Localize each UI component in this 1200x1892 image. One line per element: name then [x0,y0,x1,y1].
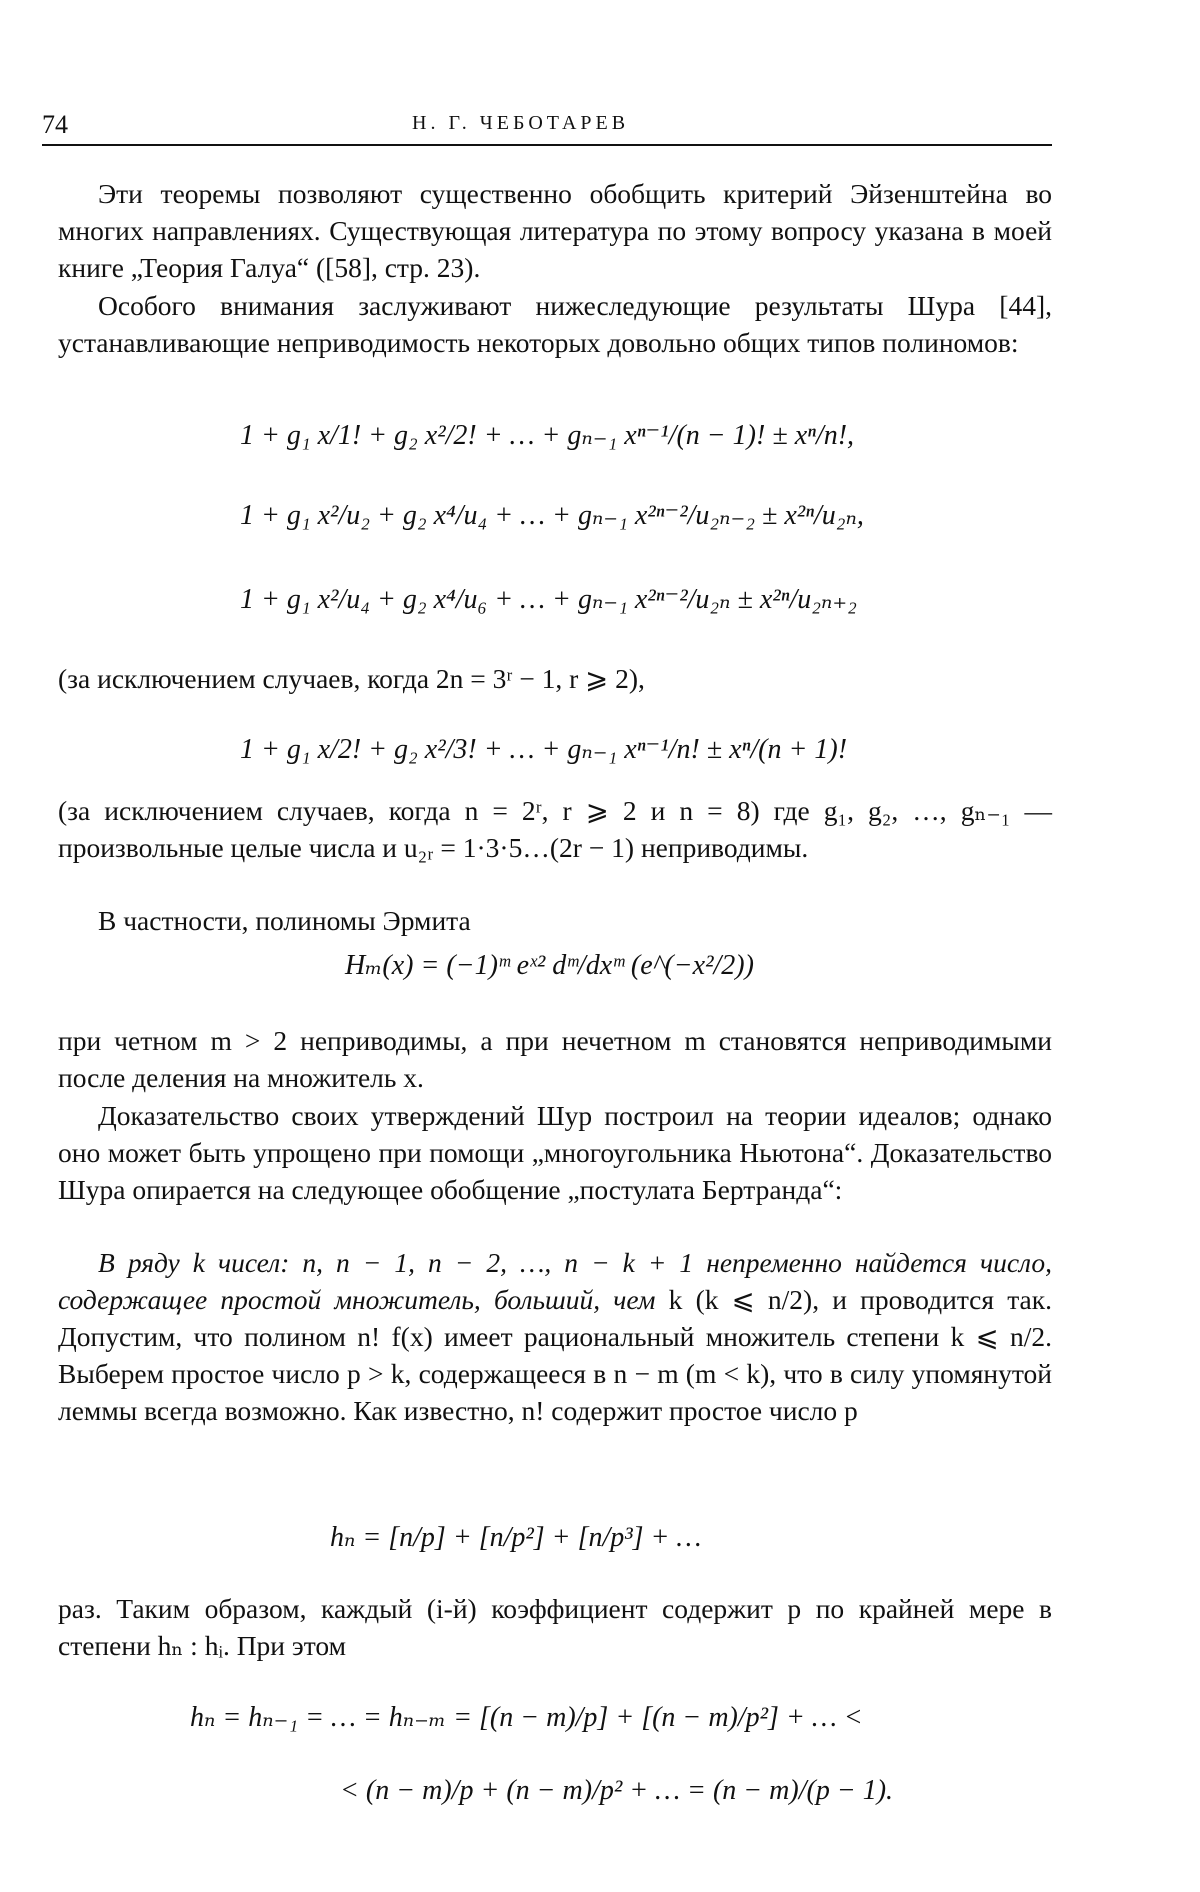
paragraph-1: Эти теоремы позволяют существенно обобщить критерий Эйзенштейна во многих направлениях. Существующая литература по этому вопросу указана в моей книге „Теория Галуа“ ([58], стр. 23). [58,178,1052,283]
paragraph-2: Особого внимания заслуживают нижеследующие результаты Шура [44], устанавливающие неприводимость некоторых довольно общих типов полиномов: [58,290,1052,358]
page-number: 74 [42,110,68,139]
running-head: Н. Г. ЧЕБОТАРЕВ [412,112,630,134]
formula-7: hₙ = hₙ₋₁ = … = hₙ₋ₘ = [(n − m)/p] + [(n − m)/p²] + … < [190,1702,863,1733]
formula-4: 1 + g₁ x/2! + g₂ x²/3! + … + gₙ₋₁ xⁿ⁻¹/n! ± xⁿ/(n + 1)! [240,734,848,765]
formula-8: < (n − m)/p + (n − m)/p² + … = (n − m)/(p − 1). [340,1775,894,1806]
formula-6: hₙ = [n/p] + [n/p²] + [n/p³] + … [330,1522,702,1553]
paragraph-4: (за исключением случаев, когда n = 2ʳ, r ⩾ 2 и n = 8) где g₁, g₂, …, gₙ₋₁ — произвольные целые числа и u₂ᵣ = 1·3·5…(2r − 1) неприводимы. [58,795,1052,863]
paragraph-6: при четном m > 2 неприводимы, а при нечетном m становятся неприводимыми после деления на множитель x. [58,1025,1052,1093]
formula-5: Hₘ(x) = (−1)ᵐ eˣ² dᵐ/dxᵐ (e^(−x²/2)) [345,950,754,981]
page-header [42,104,1052,146]
paragraph-7: Доказательство своих утверждений Шур построил на теории идеалов; однако оно может быть упрощено при помощи „многоугольника Ньютона“. Доказательство Шура опирается на следующее обобщение „постулата Бертранда“: [58,1100,1052,1205]
formula-1: 1 + g₁ x/1! + g₂ x²/2! + … + gₙ₋₁ xⁿ⁻¹/(n − 1)! ± xⁿ/n!, [240,420,855,451]
formula-3: 1 + g₁ x²/u₄ + g₂ x⁴/u₆ + … + gₙ₋₁ x²ⁿ⁻²/u₂ₙ ± x²ⁿ/u₂ₙ₊₂ [240,584,857,615]
paragraph-8 [58,1244,1052,1429]
paragraph-3: (за исключением случаев, когда 2n = 3ʳ − 1, r ⩾ 2), [58,663,645,694]
paragraph-5: В частности, полиномы Эрмита [98,905,471,936]
formula-2: 1 + g₁ x²/u₂ + g₂ x⁴/u₄ + … + gₙ₋₁ x²ⁿ⁻²/u₂ₙ₋₂ ± x²ⁿ/u₂ₙ, [240,500,864,531]
bertrand-statement: В ряду k чисел: n, n − 1, n − 2, …, n − k + 1 непременно найдется число, содержащее простой множитель, больший, чем [58,1247,1052,1315]
paragraph-9: раз. Таким образом, каждый (i-й) коэффициент содержит p по крайней мере в степени hₙ : hᵢ. При этом [58,1593,1052,1661]
proof-text: k (k ⩽ n/2), и проводится так. Допустим, что полином n! f(x) имеет рациональный множитель степени k ⩽ n/2. Выберем простое число p > k, содержащееся в n − m (m < k), что в силу упомянутой леммы всегда возможно. Как известно, n! содержит простое число p [58,1284,1053,1426]
